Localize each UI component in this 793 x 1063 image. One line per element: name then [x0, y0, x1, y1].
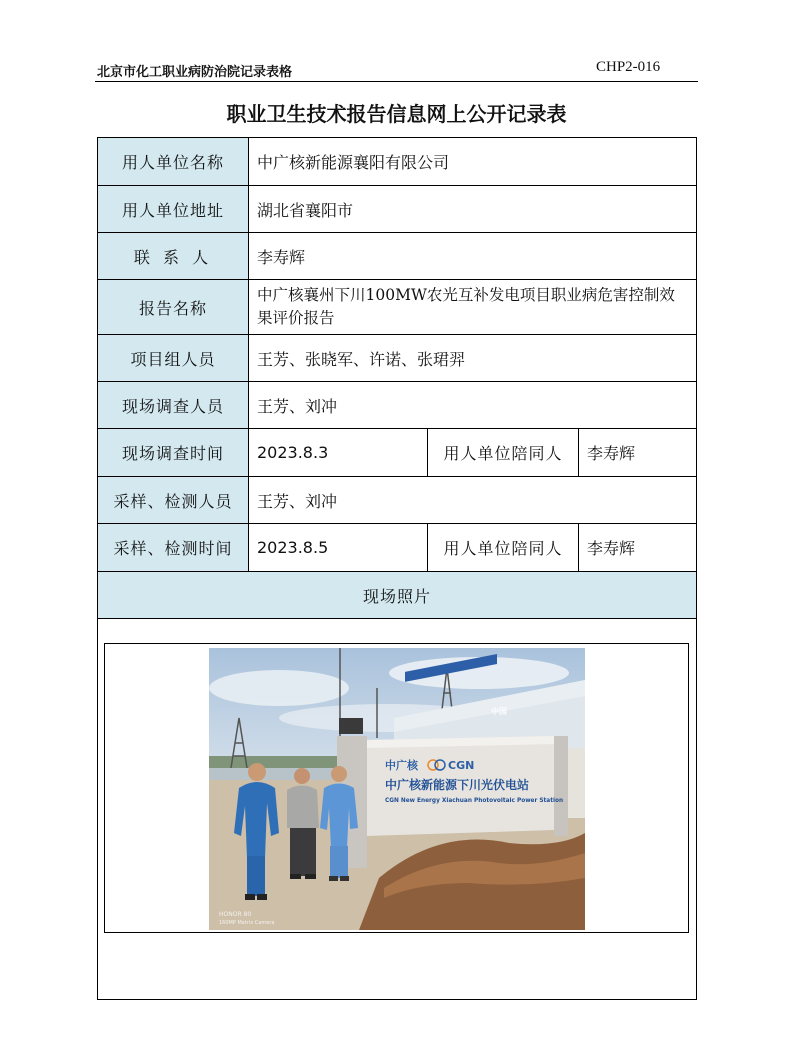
value-companion-2: 李寿辉 — [587, 539, 636, 558]
row-divider — [98, 618, 696, 619]
value-employer-name: 中广核新能源襄阳有限公司 — [257, 153, 450, 172]
page-title: 职业卫生技术报告信息网上公开记录表 — [226, 102, 567, 126]
form-code: CHP2-016 — [596, 59, 661, 75]
label-companion-2: 用人单位陪同人 — [443, 539, 563, 558]
label-companion-1: 用人单位陪同人 — [443, 444, 563, 463]
label-employer-name: 用人单位名称 — [98, 138, 248, 185]
sign-station-en: CGN New Energy Xiachuan Photovoltaic Power Station — [385, 798, 564, 804]
watermark-line1: HONOR 80 — [219, 911, 252, 918]
sign-station-cn: 中广核新能源下川光伏电站 — [385, 778, 530, 792]
value-contact: 李寿辉 — [257, 247, 306, 267]
watermark-line2: 160MP Matrix Camera — [219, 920, 275, 926]
record-form — [97, 137, 697, 1000]
label-site-survey-time: 现场调查时间 — [98, 429, 248, 476]
sign-brand-en: CGN — [448, 759, 475, 772]
site-photo — [209, 648, 585, 930]
building-banner: 中国 — [491, 707, 507, 716]
label-report-name: 报告名称 — [98, 280, 248, 334]
value-companion-1: 李寿辉 — [587, 444, 636, 463]
value-site-survey-time: 2023.8.3 — [257, 443, 329, 462]
header-org: 北京市化工职业病防治院记录表格 — [97, 65, 293, 80]
value-site-survey-staff: 王芳、刘冲 — [257, 396, 338, 416]
label-site-survey-staff: 现场调查人员 — [98, 382, 248, 428]
value-project-team: 王芳、张晓军、许诺、张珺羿 — [257, 349, 466, 369]
sign-brand-cn: 中广核 — [385, 759, 418, 772]
label-site-photos: 现场照片 — [98, 572, 696, 618]
label-sampling-time: 采样、检测时间 — [98, 524, 248, 571]
value-sampling-time: 2023.8.5 — [257, 538, 329, 557]
label-contact: 联 系 人 — [98, 233, 248, 279]
label-project-team: 项目组人员 — [98, 335, 248, 381]
label-sampling-staff: 采样、检测人员 — [98, 477, 248, 523]
value-employer-address: 湖北省襄阳市 — [257, 200, 354, 220]
value-report-name: 中广核襄州下川100MW农光互补发电项目职业病危害控制效果评价报告 — [257, 286, 675, 327]
photo-frame — [104, 643, 689, 933]
header-divider — [95, 81, 698, 82]
label-employer-address: 用人单位地址 — [98, 186, 248, 232]
value-sampling-staff: 王芳、刘冲 — [257, 491, 338, 511]
